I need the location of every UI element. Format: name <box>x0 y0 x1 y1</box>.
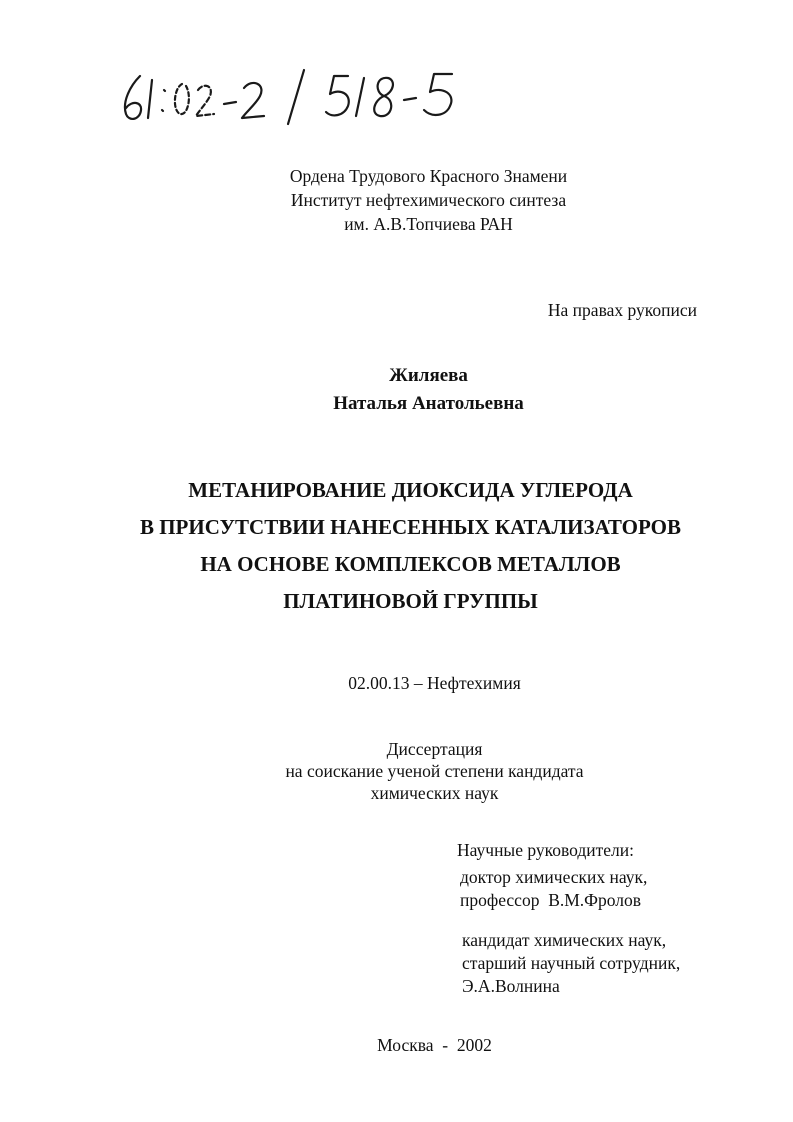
dissertation-title <box>14 472 793 620</box>
place-and-year <box>38 1033 793 1057</box>
author-surname: Жиляева <box>389 365 468 386</box>
supervisor-degree: кандидат химических наук, <box>462 930 667 950</box>
title-line: НА ОСНОВЕ КОМПЛЕКСОВ МЕТАЛЛОВ <box>200 552 621 576</box>
degree-line: Диссертация <box>386 739 483 759</box>
degree-block <box>38 738 793 804</box>
supervisor-second <box>462 929 680 998</box>
supervisor-degree: доктор химических наук, <box>460 867 648 887</box>
institute-line: им. А.В.Топчиева РАН <box>344 214 513 234</box>
title-line: МЕТАНИРОВАНИЕ ДИОКСИДА УГЛЕРОДА <box>188 478 633 502</box>
title-line: В ПРИСУТСТВИИ НАНЕСЕННЫХ КАТАЛИЗАТОРОВ <box>139 515 682 539</box>
institute-block <box>32 164 793 236</box>
author-block <box>32 362 793 418</box>
separator: - <box>442 1035 449 1055</box>
year: 2002 <box>456 1035 492 1055</box>
title-line: ПЛАТИНОВОЙ ГРУППЫ <box>283 589 538 613</box>
manuscript-rights-note: На правах рукописи <box>547 300 697 320</box>
supervisor-name: Э.А.Волнина <box>462 976 560 996</box>
supervisor-name: профессор В.М.Фролов <box>460 890 642 910</box>
institute-line: Институт нефтехимического синтеза <box>290 190 567 210</box>
supervisor-first <box>460 866 647 912</box>
handwritten-catalog-number <box>112 62 472 142</box>
degree-line: химических наук <box>370 783 499 803</box>
supervisors-heading: Научные руководители: <box>457 840 634 860</box>
supervisor-position: старший научный сотрудник, <box>462 953 681 973</box>
institute-line: Ордена Трудового Красного Знамени <box>289 166 568 186</box>
specialty-code: 02.00.13 – Нефтехимия <box>348 673 521 693</box>
author-given-names: Наталья Анатольевна <box>333 393 524 414</box>
degree-line: на соискание ученой степени кандидата <box>285 761 584 781</box>
city: Москва <box>377 1035 434 1055</box>
